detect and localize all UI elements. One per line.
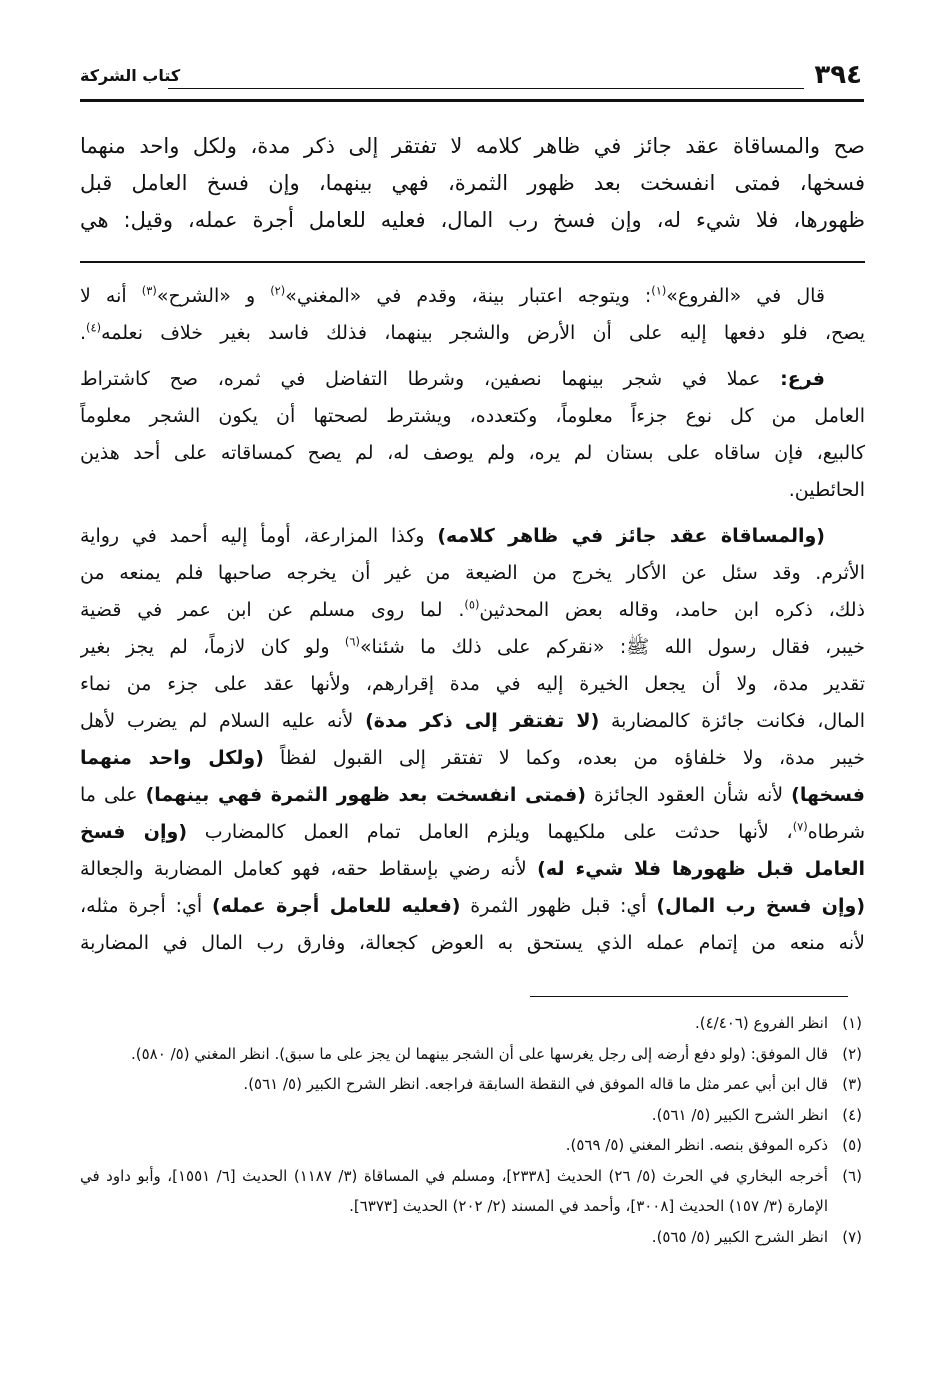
footnote-number: (٧) xyxy=(842,1227,862,1246)
text-segment: وكذا المزارعة، أومأ إليه أحمد في رواية xyxy=(80,525,438,547)
text-line xyxy=(80,777,865,814)
text-segment: ، لأنها حدثت على ملكيهما ويلزم العامل تمام العمل كالمضارب xyxy=(187,821,793,843)
footnote-reference: (٧) xyxy=(792,819,808,834)
footnote-number: (٦) xyxy=(842,1166,862,1185)
footnote-text: قال ابن أبي عمر مثل ما قاله الموفق في النقطة السابقة فراجعه. انظر الشرح الكبير (٥/ ٥٦١). xyxy=(243,1075,828,1093)
text-line xyxy=(80,128,865,165)
text-segment: المال، فكانت جائزة كالمضاربة xyxy=(599,710,865,732)
footnote xyxy=(80,1100,862,1131)
text-segment: قال في «الفروع» xyxy=(666,285,825,307)
footnote-reference: (١) xyxy=(651,283,667,298)
text-line xyxy=(80,740,865,777)
text-segment: فسخها، فمتى انفسخت بعد ظهور الثمرة، فهي بينهما، وإن فسخ العامل قبل xyxy=(80,171,865,195)
footnote-text: انظر الشرح الكبير (٥/ ٥٦٥). xyxy=(651,1227,828,1246)
text-segment: : ويتوجه اعتبار بينة، وقدم في «المغني» xyxy=(285,285,652,307)
quoted-matn-text: (فمتى انفسخت بعد ظهور الثمرة فهي بينهما) xyxy=(145,784,586,806)
footnote-divider xyxy=(530,996,848,997)
footnotes xyxy=(80,1008,862,1252)
quoted-matn-text: (فعليه للعامل أجرة عمله) xyxy=(212,895,461,917)
quoted-matn-text: (وإن فسخ xyxy=(80,821,188,843)
text-segment: . لما روى مسلم عن ابن عمر في قضية xyxy=(80,599,465,621)
footnote-text: انظر الفروع (٤/٤٠٦). xyxy=(694,1014,828,1032)
text-line xyxy=(80,925,865,962)
footnote-text: قال الموفق: (ولو دفع أرضه إلى رجل يغرسها على أن الشجر بينهما لن يجز على ما سبق). انظر المغني (٥/ ٥٨٠). xyxy=(131,1044,828,1063)
text-segment: أي: قبل ظهور الثمرة xyxy=(460,895,657,917)
footnote-text: أخرجه البخاري في الحرث (٥/ ٢٦) الحديث [٢٣٣٨]، ومسلم في المساقاة (٣/ ١١٨٧) الحديث [٦/ ١٥٥١]، وأبو داود في الإمارة (٣/ ١٥٧) الحديث [٣٠٠٨]، وأحمد في المسند (٢/ ٢٠٢) الحديث [٦٣٧٣]. xyxy=(80,1166,828,1215)
text-line xyxy=(80,165,865,202)
text-segment: على ما xyxy=(80,784,146,806)
text-line xyxy=(80,814,865,851)
text-segment: لأنه عليه السلام لم يضرب لأهل xyxy=(80,710,366,732)
text-segment: العامل من كل نوع جزءاً معلوماً، وكتعدده، ويشترط لصحتها أن يكون الشجر معلوماً xyxy=(80,405,865,427)
text-segment: يصح، فلو دفعها إليه على أن الأرض والشجر بينهما، فذلك فاسد بغير خلاف نعلمه xyxy=(101,322,865,344)
text-line xyxy=(80,361,865,398)
footnote xyxy=(80,1161,862,1222)
text-line xyxy=(80,518,865,555)
footnote-reference: (٤) xyxy=(86,320,102,335)
commentary-text xyxy=(80,278,865,962)
text-line xyxy=(80,435,865,472)
quoted-matn-text: (والمساقاة عقد جائز في ظاهر كلامه) xyxy=(437,525,825,547)
text-segment: . xyxy=(80,322,87,344)
footnote xyxy=(80,1222,862,1253)
text-segment: كالبيع، فإن ساقاه على بستان لم يره، ولم يوصف له، لم يصح كمساقاته على أحد هذين xyxy=(80,442,865,464)
text-segment: لأنه شأن العقود الجائزة xyxy=(585,784,792,806)
text-segment: عملا في شجر بينهما نصفين، وشرطا التفاضل في ثمره، صح كاشتراط xyxy=(80,368,781,390)
footnote-number: (٢) xyxy=(842,1044,862,1063)
quoted-matn-text: (وإن فسخ رب المال) xyxy=(656,895,865,917)
text-segment: أي: أجرة مثله، xyxy=(80,895,212,917)
quoted-matn-text: فرع: xyxy=(780,368,825,390)
footnote-reference: (٣) xyxy=(141,283,157,298)
quoted-matn-text: فسخها) xyxy=(791,784,865,806)
text-line xyxy=(80,555,865,592)
text-segment: صح والمساقاة عقد جائز في ظاهر كلامه لا تفتقر إلى ذكر مدة، ولكل واحد منهما xyxy=(80,134,865,158)
footnote xyxy=(80,1130,862,1161)
text-line xyxy=(80,851,865,888)
footnote xyxy=(80,1008,862,1039)
quoted-matn-text: (لا تفتقر إلى ذكر مدة) xyxy=(365,710,600,732)
text-segment: شرطاه xyxy=(807,821,865,843)
text-line xyxy=(80,629,865,666)
header-rule xyxy=(80,99,864,102)
footnote-reference: (٦) xyxy=(344,634,360,649)
text-line xyxy=(80,315,865,352)
text-line xyxy=(80,592,865,629)
text-line xyxy=(80,703,865,740)
text-segment: خيبر مدة، ولا خلفاؤه من بعده، وكما لا تفتقر إلى القبول لفظاً xyxy=(263,747,865,769)
text-line xyxy=(80,472,865,509)
footnote-text: ذكره الموفق بنصه. انظر المغني (٥/ ٥٦٩). xyxy=(565,1136,828,1154)
header-underline xyxy=(168,88,804,89)
footnote-reference: (٥) xyxy=(464,597,480,612)
text-segment: تقدير مدة، ولا أن يجعل الخيرة إليه في مدة إقرارهم، ولأنها عقد على جزء من نماء xyxy=(80,673,865,695)
text-segment: لأنه منعه من إتمام عمله الذي يستحق به العوض كجعالة، وفارق رب المال في المضاربة xyxy=(80,932,865,954)
text-segment: و «الشرح» xyxy=(156,285,271,307)
text-line xyxy=(80,278,865,315)
footnote-reference: (٢) xyxy=(270,283,286,298)
quoted-matn-text: (ولكل واحد منهما xyxy=(80,747,264,769)
footnote-number: (٤) xyxy=(842,1105,862,1124)
text-segment: لأنه رضي بإسقاط حقه، فهو كعامل المضاربة والجعالة xyxy=(80,858,538,880)
main-text-divider xyxy=(80,261,865,263)
text-segment: الأثرم. وقد سئل عن الأكار يخرج من الضيعة من غير أن يخرجه صاحبها فلم يمنعه من xyxy=(80,562,865,584)
text-segment: أنه لا xyxy=(80,285,142,307)
text-line xyxy=(80,666,865,703)
footnote-number: (٣) xyxy=(842,1075,862,1093)
page-number: ٣٩٤ xyxy=(814,60,862,90)
footnote xyxy=(80,1039,862,1070)
footnote-number: (٥) xyxy=(842,1136,862,1154)
text-line xyxy=(80,888,865,925)
text-segment: الحائطين. xyxy=(788,479,865,501)
footnote xyxy=(80,1069,862,1100)
text-segment: ذلك، ذكره ابن حامد، وقاله بعض المحدثين xyxy=(479,599,865,621)
text-line xyxy=(80,202,865,239)
text-segment: خيبر، فقال رسول الله ﷺ: «نقركم على ذلك ما شئنا» xyxy=(359,636,865,658)
main-text xyxy=(80,128,865,239)
footnote-number: (١) xyxy=(842,1014,862,1032)
text-segment: ظهورها، فلا شيء له، وإن فسخ رب المال، فعليه للعامل أجرة عمله، وقيل: هي xyxy=(80,208,865,232)
text-line xyxy=(80,398,865,435)
footnote-text: انظر الشرح الكبير (٥/ ٥٦١). xyxy=(651,1105,828,1124)
text-segment: ولو كان لازماً، لم يجز بغير xyxy=(80,636,345,658)
quoted-matn-text: العامل قبل ظهورها فلا شيء له) xyxy=(537,858,865,880)
running-header-title: كتاب الشركة xyxy=(80,66,181,85)
